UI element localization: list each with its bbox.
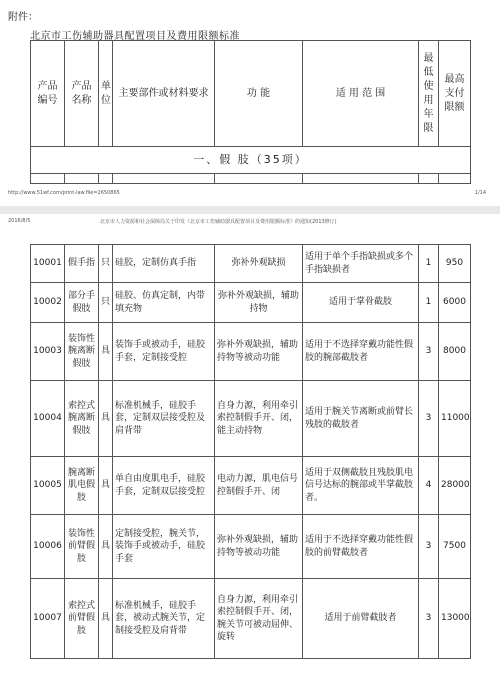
table-row <box>31 579 471 659</box>
cell-function: 弥补外观缺损，辅助持物等被动功能 <box>215 323 303 381</box>
cell-parts: 标准机械手，硅胶手套，被动式腕关节，定制接受腔及肩背带 <box>113 579 215 659</box>
table-row <box>31 323 471 381</box>
cell-scope: 适用于单个手指缺损或多个手指缺损者 <box>303 245 419 283</box>
footer-url: http://www.51wf.com/print-law.file=2650865 <box>8 190 120 196</box>
table-row <box>31 245 471 283</box>
cell-function: 弥补外观缺损 <box>215 245 303 283</box>
cell-scope: 适用于双侧截肢且残肢肌电信号达标的腕部或半掌截肢者。 <box>303 457 419 515</box>
col-header-unit: 单位 <box>99 41 113 147</box>
cell-code: 10005 <box>31 457 65 515</box>
cell-years: 3 <box>419 381 439 457</box>
cell-years: 4 <box>419 457 439 515</box>
cell-years: 1 <box>419 283 439 323</box>
cell-function: 自身力源，利用牵引索控制假手开、闭，能主动持物 <box>215 381 303 457</box>
table-row <box>31 381 471 457</box>
cell-function: 电动力源，肌电信号控制假手开、闭 <box>215 457 303 515</box>
attachment-label: 附件： <box>8 12 38 23</box>
cell-limit: 7500 <box>439 515 471 579</box>
cell-scope: 适用于掌骨截肢 <box>303 283 419 323</box>
cell-unit: 只 <box>99 245 113 283</box>
cell-parts: 标准机械手，硅胶手套，定制双层接受腔及肩背带 <box>113 381 215 457</box>
cell-code: 10007 <box>31 579 65 659</box>
cell-scope: 适用于前臂截肢者 <box>303 579 419 659</box>
col-header-function: 功 能 <box>215 41 303 147</box>
cell-limit: 6000 <box>439 283 471 323</box>
cell-limit: 13000 <box>439 579 471 659</box>
cell-name: 假手指 <box>65 245 99 283</box>
cell-parts: 装饰手或被动手，硅胶手套，定制接受腔 <box>113 323 215 381</box>
document-page-1 <box>0 0 500 206</box>
col-header-scope: 适 用 范 围 <box>303 41 419 147</box>
cell-function: 自身力源，利用牵引索控制假手开、闭，腕关节可被动屈伸、旋转 <box>215 579 303 659</box>
cell-years: 3 <box>419 579 439 659</box>
cell-parts: 定制接受腔，腕关节，装饰手或被动手，硅胶手套 <box>113 515 215 579</box>
cell-name: 装饰性前臂假肢 <box>65 515 99 579</box>
cell-parts: 单自由度肌电手，硅胶手套，定制双层接受腔 <box>113 457 215 515</box>
table-row <box>31 283 471 323</box>
cell-unit: 具 <box>99 579 113 659</box>
cell-scope: 适用于腕关节离断或前臂长残肢的截肢者 <box>303 381 419 457</box>
cell-name: 装饰性腕离断假肢 <box>65 323 99 381</box>
cell-years: 1 <box>419 245 439 283</box>
cell-years: 3 <box>419 323 439 381</box>
page-header-title: 北京市人力资源和社会保障局关于印发《北京市工伤辅助器具配置项目及费用限额标准》的通知(2013修订) <box>100 219 337 225</box>
standards-table-body <box>30 244 471 659</box>
col-header-parts: 主要部件或材料要求 <box>113 41 215 147</box>
cell-code: 10004 <box>31 381 65 457</box>
cell-parts: 硅胶，定制仿真手指 <box>113 245 215 283</box>
cell-limit: 28000 <box>439 457 471 515</box>
document-title: 北京市工伤辅助器具配置项目及费用限额标准 <box>30 31 240 42</box>
cell-unit: 具 <box>99 381 113 457</box>
cell-function: 弥补外观缺损，辅助持物 <box>215 283 303 323</box>
cell-code: 10003 <box>31 323 65 381</box>
table-row <box>31 515 471 579</box>
cell-limit: 950 <box>439 245 471 283</box>
table-row <box>31 457 471 515</box>
cell-code: 10006 <box>31 515 65 579</box>
cell-years: 3 <box>419 515 439 579</box>
cell-name: 索控式腕离断假肢 <box>65 381 99 457</box>
section-heading: 一、假 肢（35项） <box>31 147 471 174</box>
footer-page-number: 1/14 <box>474 190 486 196</box>
cell-parts: 硅胶、仿真定制，内带填充物 <box>113 283 215 323</box>
cell-scope: 适用于不选择穿戴功能性假肢的腕部截肢者 <box>303 323 419 381</box>
col-header-name: 产品名称 <box>65 41 99 147</box>
cell-limit: 8000 <box>439 323 471 381</box>
cell-unit: 具 <box>99 457 113 515</box>
cell-unit: 只 <box>99 283 113 323</box>
cell-unit: 具 <box>99 323 113 381</box>
cell-scope: 适用于不选择穿戴功能性假肢的前臂截肢者 <box>303 515 419 579</box>
page-header-date: 2016/8/5 <box>8 218 31 224</box>
cell-code: 10002 <box>31 283 65 323</box>
cell-limit: 11000 <box>439 381 471 457</box>
cell-function: 弥补外观缺损，辅助持物等被动功能 <box>215 515 303 579</box>
cell-code: 10001 <box>31 245 65 283</box>
standards-table-header <box>30 40 471 184</box>
col-header-code: 产品编号 <box>31 41 65 147</box>
cell-name: 腕离断肌电假肢 <box>65 457 99 515</box>
cell-name: 部分手假肢 <box>65 283 99 323</box>
cell-unit: 具 <box>99 515 113 579</box>
cell-name: 索控式前臂假肢 <box>65 579 99 659</box>
col-header-min-years: 最低使用年限 <box>419 41 439 147</box>
col-header-max-payment: 最高支付限额 <box>439 41 471 147</box>
document-page-2 <box>0 214 500 679</box>
